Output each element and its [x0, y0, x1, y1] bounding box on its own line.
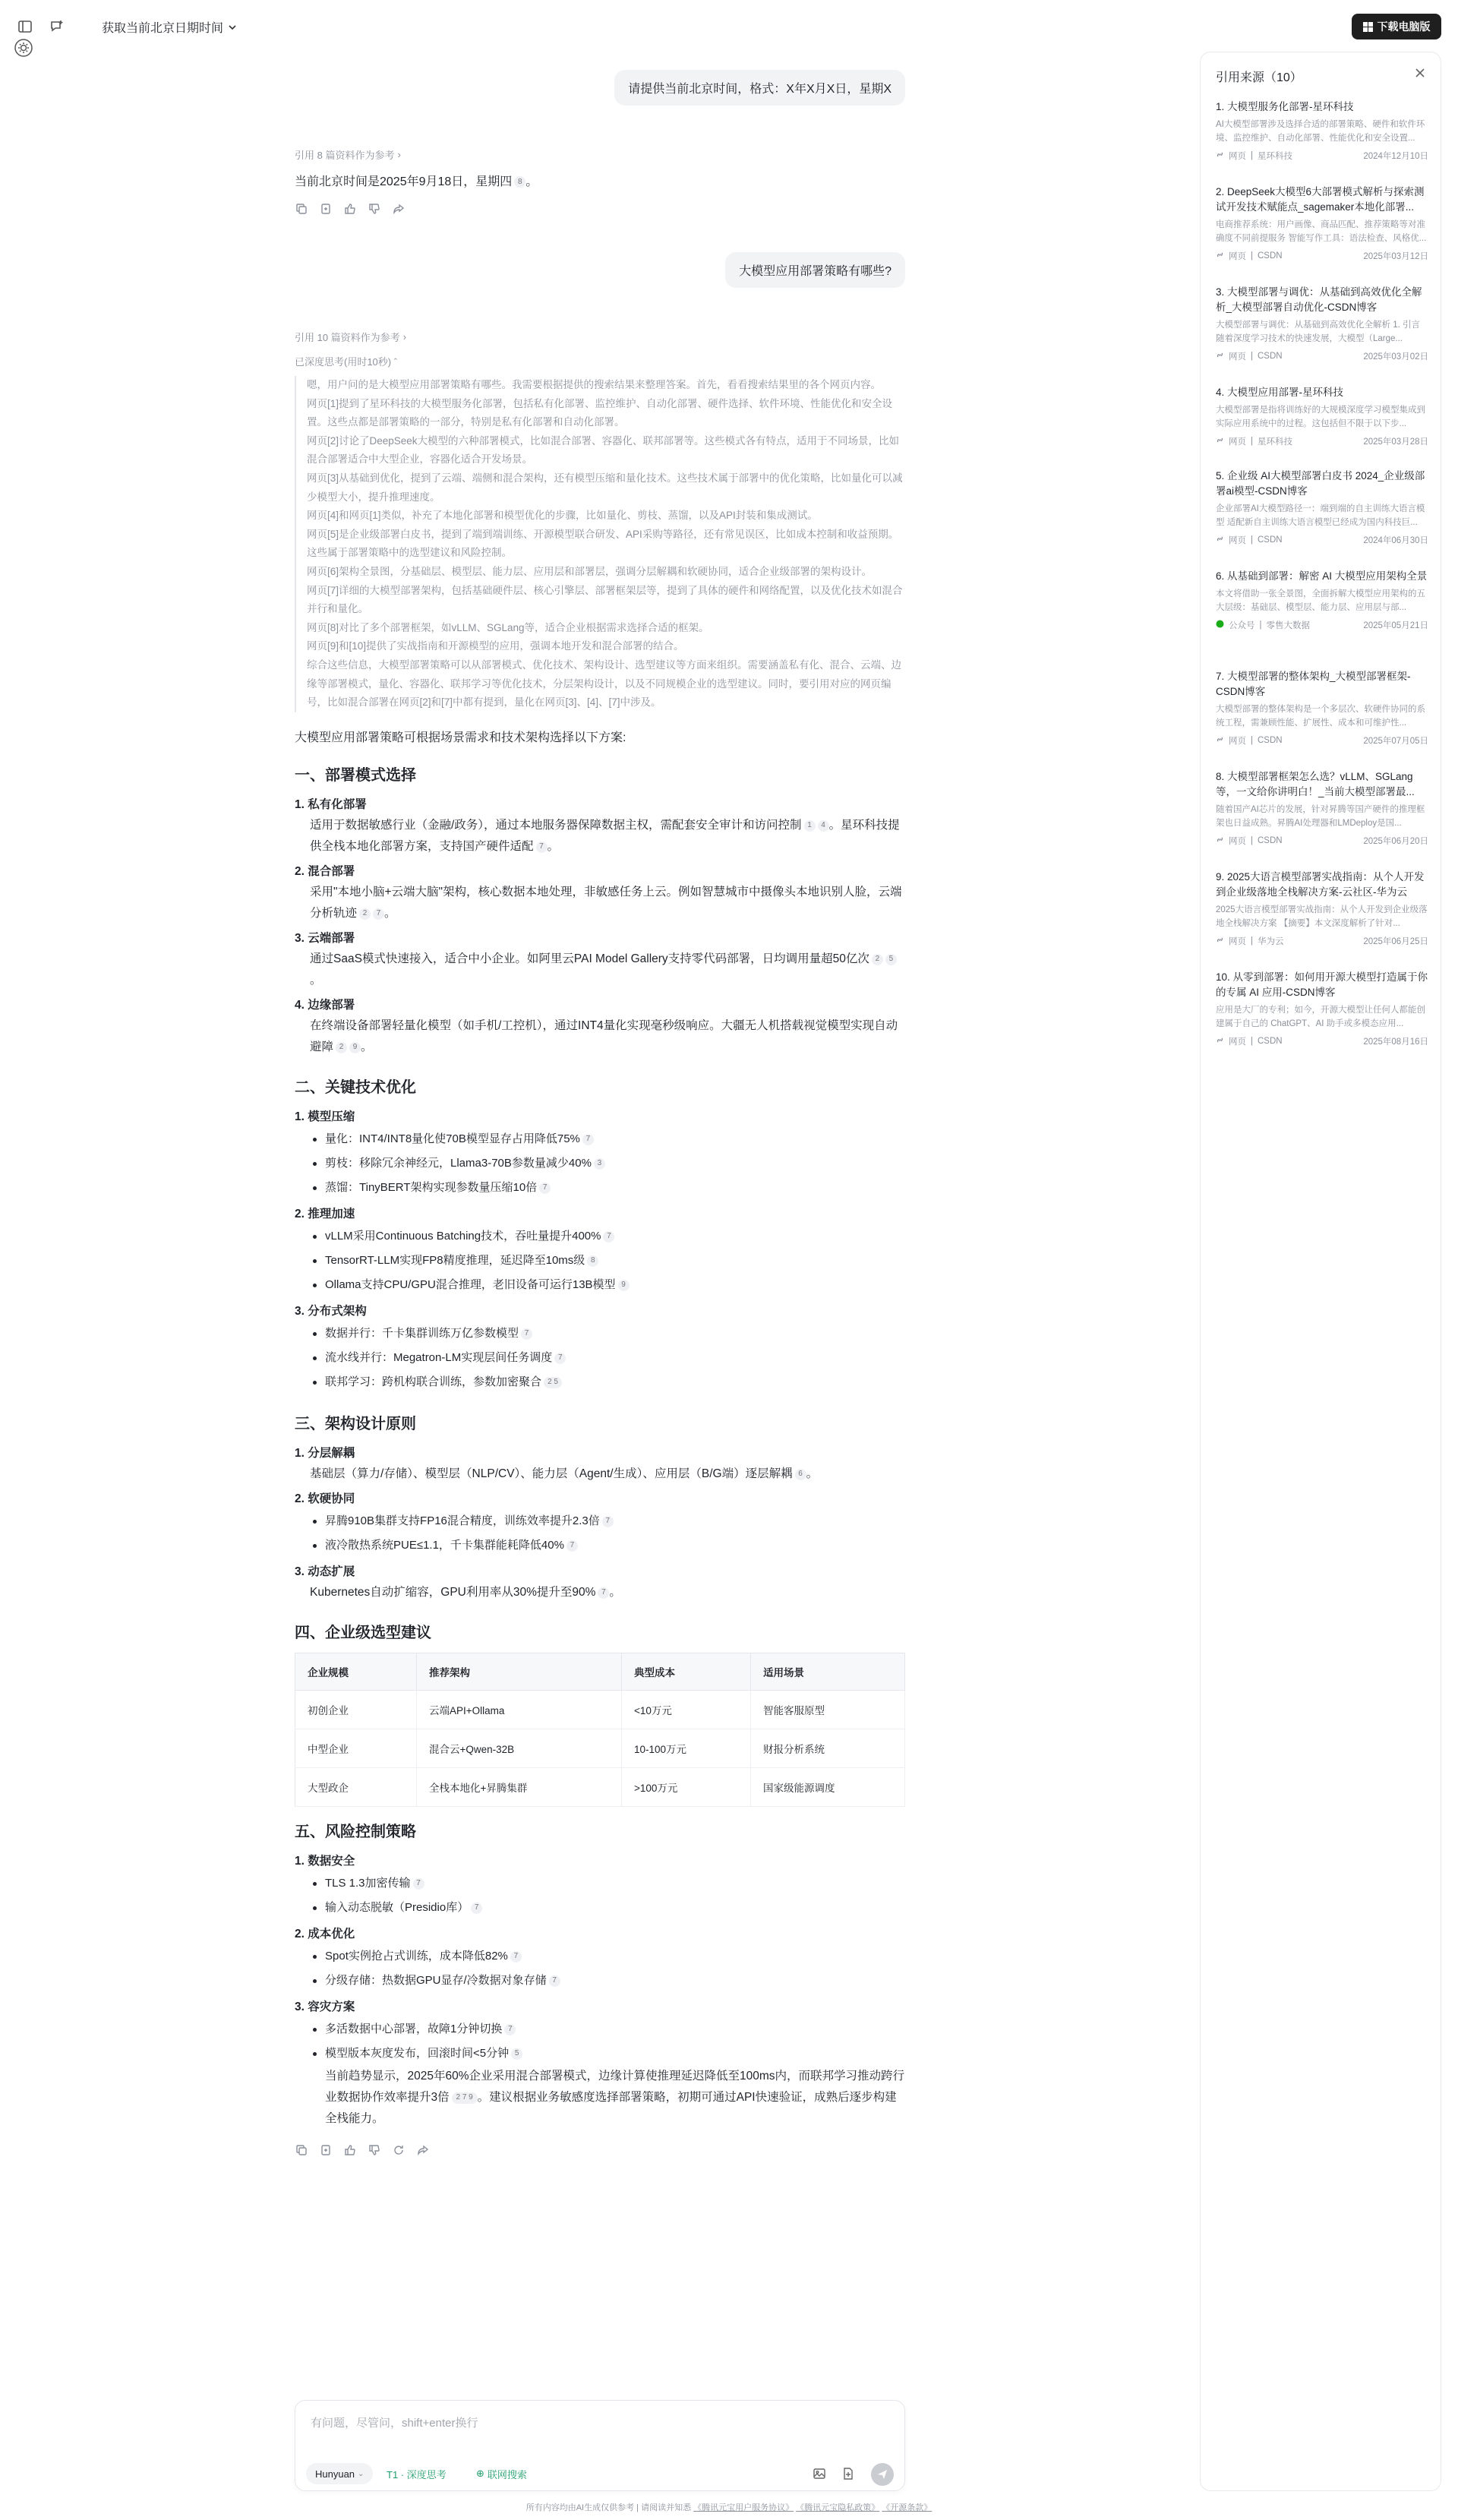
item-heading: 1. 数据安全 — [295, 1855, 355, 1868]
table-cell: 混合云+Qwen-32B — [417, 1729, 622, 1768]
citation-badge[interactable]: 7 — [554, 1353, 566, 1364]
reference-count-text: 引用 10 篇资料作为参考 — [295, 332, 400, 343]
disclaimer-text: 所有内容均由AI生成仅供参考 | 请阅读并知悉 — [525, 2503, 692, 2512]
list-item-text: vLLM采用Continuous Batching技术，吞吐量提升400% — [325, 1230, 601, 1243]
user-message-text: 大模型应用部署策略有哪些? — [739, 265, 892, 278]
web-search-toggle[interactable] — [469, 2463, 535, 2484]
thumbs-up-icon[interactable] — [343, 2143, 357, 2157]
citation-badge[interactable]: 7 — [471, 1903, 482, 1914]
source-site: CSDN — [1258, 1037, 1283, 1046]
new-chat-icon[interactable] — [49, 18, 65, 35]
citation-badge[interactable]: 7 — [598, 1587, 609, 1599]
para-text: 基础层（算力/存储）、模型层（NLP/CV）、能力层（Agent/生成）、应用层（B/G端）逐层解耦 — [310, 1467, 793, 1480]
table-cell: 中型企业 — [295, 1729, 417, 1768]
list-item-text: Spot实例抢占式训练，成本降低82% — [325, 1950, 508, 1963]
list-item — [310, 1322, 905, 1346]
item-heading: 2. 混合部署 — [295, 865, 355, 878]
list-item — [310, 1273, 905, 1297]
item-heading: 2. 成本优化 — [295, 1928, 355, 1941]
bullet-list — [295, 1127, 905, 1200]
bullet-list — [295, 1322, 905, 1394]
chat-input-placeholder[interactable]: 有问题，尽管问，shift+enter换行 — [311, 2417, 478, 2430]
answer-intro: 大模型应用部署策略可根据场景需求和技术架构选择以下方案: — [295, 731, 626, 744]
citation-badge[interactable]: 9 — [618, 1280, 630, 1291]
source-date: 2025年06月25日 — [1363, 937, 1428, 946]
source-meta — [1216, 935, 1428, 947]
source-type: 公众号 — [1229, 621, 1255, 630]
model-selector[interactable] — [306, 2463, 373, 2484]
copy-icon[interactable] — [295, 2143, 308, 2157]
thinking-line: 网页[4]和网页[1]类似，补充了本地化部署和模型优化的步骤，比如量化、剪枝、蒸馏，以及API封装和集成测试。 — [307, 510, 818, 522]
send-button[interactable] — [871, 2463, 894, 2486]
globe-icon: ⊕ — [476, 2468, 484, 2479]
windows-icon — [1363, 22, 1373, 32]
citation-badge[interactable]: 5 — [511, 2048, 522, 2060]
deep-thinking-label: T1 · 深度思考 — [387, 2468, 447, 2481]
source-title[interactable]: 8. 大模型部署框架怎么选？vLLM、SGLang等，一文给你讲明白！_当前大模型部署最... — [1216, 771, 1415, 797]
share-icon[interactable] — [416, 2143, 430, 2157]
thinking-line: 网页[6]架构全景图，分基础层、模型层、能力层、应用层和部署层，强调分层解耦和软硬协同，适合企业级部署的架构设计。 — [307, 565, 873, 577]
table-cell: 全栈本地化+昇腾集群 — [417, 1768, 622, 1807]
citation-badge[interactable]: 7 — [539, 1183, 551, 1194]
thinking-line: 网页[3]从基础到优化，提到了云端、端侧和混合架构，还有模型压缩和量化技术。这些技术属于部署中的优化策略，比如量化可以减少模型大小，提升推理速度。 — [307, 472, 903, 503]
citation-badge[interactable]: 7 — [413, 1878, 424, 1890]
user-message — [725, 252, 905, 288]
link-icon — [1216, 436, 1224, 447]
source-snippet: 大模型部署与调优：从基础到高效优化全解析 1. 引言 随着深度学习技术的快速发展，大模型（Large... — [1216, 321, 1420, 343]
source-site: CSDN — [1258, 736, 1283, 745]
para-text: Kubernetes自动扩缩容，GPU利用率从30%提升至90% — [310, 1586, 596, 1599]
link-icon — [1216, 251, 1224, 261]
source-meta — [1216, 534, 1428, 546]
source-date: 2025年03月28日 — [1363, 437, 1428, 447]
section-heading: 五、风险控制策略 — [295, 1824, 416, 1840]
citation-badge[interactable]: 7 — [536, 842, 548, 853]
source-type: 网页 — [1229, 1037, 1246, 1047]
source-item[interactable] — [1216, 385, 1428, 447]
item-paragraph — [295, 1015, 905, 1058]
web-search-label: 联网搜索 — [487, 2468, 527, 2481]
para-text: 通过SaaS模式快速接入，适合中小企业。如阿里云PAI Model Gallery支持零代码部署，日均调用量超50亿次 — [310, 952, 869, 965]
link-icon — [1216, 150, 1224, 161]
chevron-right-icon: › — [402, 331, 407, 343]
privacy-policy-link[interactable]: 《腾讯元宝隐私政策》 — [796, 2503, 880, 2512]
source-title[interactable]: 9. 2025大语言模型部署实战指南：从个人开发到企业级落地全栈解决方案-云社区-华为云 — [1216, 871, 1425, 898]
list-item-text: 液冷散热系统PUE≤1.1，千卡集群能耗降低40% — [325, 1539, 564, 1552]
citation-badge[interactable]: 7 — [504, 2024, 516, 2035]
source-item[interactable] — [1216, 970, 1428, 1047]
reference-count[interactable] — [295, 147, 401, 162]
list-item-text: 蒸馏：TinyBERT架构实现参数量压缩10倍 — [325, 1181, 538, 1194]
source-item[interactable] — [1216, 569, 1428, 631]
citation-badge[interactable]: 7 — [566, 1540, 578, 1552]
table-cell: >100万元 — [622, 1768, 751, 1807]
item-paragraph — [295, 1582, 905, 1603]
source-meta — [1216, 1035, 1428, 1047]
table-row — [295, 1691, 905, 1729]
thinking-line: 综合这些信息，大模型部署策略可以从部署模式、优化技术、架构设计、选型建议等方面来组织。需要涵盖私有化、混合、云端、边缘等部署模式，量化、容器化、联邦学习等优化技术，分层架构设计，以及不同规模企业的选型建议。同时，要引用对应的网页编号，比如混合部署在网页[2]和[7]中都有提到，量化在网页[3]、[4]、[7]中涉及。 — [307, 658, 901, 709]
source-meta — [1216, 150, 1428, 162]
list-item-text: 昇腾910B集群支持FP16混合精度，训练效率提升2.3倍 — [325, 1514, 600, 1527]
list-item — [310, 1969, 905, 1993]
citation-badge[interactable]: 9 — [349, 1042, 361, 1053]
regenerate-icon[interactable] — [392, 2143, 406, 2157]
reference-count-text: 引用 8 篇资料作为参考 — [295, 150, 395, 161]
thinking-text — [295, 376, 905, 712]
para-text: 在终端设备部署轻量化模型（如手机/工控机），通过INT4量化实现毫秒级响应。大疆无人机搭载视觉模型实现自动避障 — [310, 1019, 898, 1053]
table-row — [295, 1729, 905, 1768]
section-heading: 三、架构设计原则 — [295, 1416, 416, 1432]
item-paragraph — [295, 1464, 905, 1485]
list-item — [310, 1533, 905, 1558]
source-snippet: 电商推荐系统：用户画像、商品匹配、推荐策略等对准确度不同前提服务 智能写作工具：语法检查、风格优... — [1216, 220, 1427, 243]
download-label: 下载电脑版 — [1377, 21, 1431, 33]
source-site: CSDN — [1258, 836, 1283, 845]
citation-badge[interactable]: 7 — [602, 1516, 614, 1527]
item-heading: 4. 边缘部署 — [295, 999, 355, 1012]
table-cell: 云端API+Ollama — [417, 1691, 622, 1729]
bullet-list — [295, 1224, 905, 1297]
table-header: 典型成本 — [622, 1653, 751, 1691]
list-item — [310, 1871, 905, 1896]
source-date: 2025年07月05日 — [1363, 737, 1428, 746]
reference-count[interactable] — [295, 330, 406, 344]
source-date: 2024年06月30日 — [1363, 536, 1428, 545]
item-heading: 3. 容灾方案 — [295, 2001, 355, 2013]
source-date: 2025年03月02日 — [1363, 352, 1428, 362]
table-cell: 智能客服原型 — [751, 1691, 905, 1729]
bookmark-icon[interactable] — [319, 2143, 333, 2157]
source-type: 网页 — [1229, 536, 1246, 545]
selection-table — [295, 1653, 905, 1807]
table-row — [295, 1768, 905, 1807]
meta-divider: | — [1251, 535, 1253, 545]
source-site: 华为云 — [1258, 937, 1284, 946]
sidebar-toggle-icon[interactable] — [17, 18, 33, 35]
list-item-text: 数据并行：千卡集群训练万亿参数模型 — [325, 1327, 519, 1340]
list-item — [310, 1127, 905, 1151]
para-text: 采用"本地小脑+云端大脑"架构，核心数据本地处理，非敏感任务上云。例如智慧城市中摄像头本地识别人脸，云端分析轨迹 — [310, 886, 902, 920]
thinking-line: 网页[7]详细的大模型部署架构，包括基础硬件层、核心引擎层、部署框架层等，提到了具体的硬件和网络配置，以及优化技术如混合并行和量化。 — [307, 584, 903, 615]
share-icon[interactable] — [392, 202, 406, 216]
source-item[interactable] — [1216, 99, 1428, 162]
chevron-right-icon: › — [397, 149, 401, 160]
list-item-text: TLS 1.3加密传输 — [325, 1877, 411, 1890]
item-heading: 2. 软硬协同 — [295, 1492, 355, 1505]
source-type: 网页 — [1229, 252, 1246, 261]
source-item[interactable] — [1216, 185, 1428, 262]
bullet-list — [295, 1871, 905, 1920]
source-date: 2025年03月12日 — [1363, 252, 1428, 261]
source-meta — [1216, 435, 1428, 447]
bookmark-icon[interactable] — [319, 202, 333, 216]
file-upload-icon[interactable] — [841, 2466, 856, 2481]
meta-divider: | — [1251, 151, 1253, 160]
citation-badge[interactable]: 5 — [885, 954, 897, 965]
user-message-text: 请提供当前北京时间，格式：X年X月X日，星期X — [628, 83, 892, 96]
link-icon — [1216, 735, 1224, 746]
list-item — [310, 1370, 905, 1394]
citation-badge[interactable]: 7 — [510, 1951, 522, 1963]
list-item-text: 剪枝：移除冗余神经元，Llama3-70B参数量减少40% — [325, 1157, 592, 1170]
source-snippet: 2025大语言模型部署实战指南：从个人开发到企业级落地全栈解决方案 【摘要】本文深度解析了针对... — [1216, 905, 1428, 928]
chevron-down-icon: ⌄ — [358, 2469, 364, 2478]
list-item-text: Ollama支持CPU/GPU混合推理，老旧设备可运行13B模型 — [325, 1278, 616, 1291]
source-date: 2025年06月20日 — [1363, 837, 1428, 846]
list-item — [310, 2017, 905, 2042]
item-heading: 1. 模型压缩 — [295, 1110, 355, 1123]
thinking-line: 嗯，用户问的是大模型应用部署策略有哪些。我需要根据提供的搜索结果来整理答案。首先，看看搜索结果里的各个网页内容。 — [307, 379, 881, 390]
source-meta — [1216, 835, 1428, 847]
item-paragraph — [295, 949, 905, 991]
source-date: 2024年12月10日 — [1363, 152, 1428, 161]
close-icon[interactable] — [1415, 68, 1425, 81]
meta-divider: | — [1251, 836, 1253, 845]
table-cell: 财报分析系统 — [751, 1729, 905, 1768]
thumbs-down-icon[interactable] — [368, 2143, 381, 2157]
list-item — [310, 2042, 905, 2066]
list-item-text: 流水线并行：Megatron-LM实现层间任务调度 — [325, 1351, 553, 1364]
source-meta — [1216, 250, 1428, 262]
user-message — [614, 70, 905, 106]
list-item — [310, 1151, 905, 1176]
chevron-up-icon: ˆ — [393, 356, 398, 368]
gear-icon[interactable] — [14, 38, 33, 58]
list-item — [310, 1346, 905, 1370]
citation-badge[interactable]: 8 — [587, 1255, 598, 1267]
para-text: 当前趋势显示，2025年60%企业采用混合部署模式，边缘计算使推理延迟降低至100ms内，而联邦学习推动跨行业数据协作效率提升3倍 — [325, 2070, 905, 2104]
citation-badge[interactable]: 2 — [336, 1042, 347, 1053]
table-cell: 国家级能源调度 — [751, 1768, 905, 1807]
answer-body — [295, 728, 905, 2157]
source-snippet: 随着国产AI芯片的发展，针对昇腾等国产硬件的推理框架也日益成熟。昇腾AI处理器和LMDeploy是国... — [1216, 805, 1425, 828]
source-site: 零售大数据 — [1266, 621, 1310, 630]
conversation-title[interactable] — [102, 18, 237, 36]
citation-badge[interactable]: 7 — [521, 1328, 532, 1340]
list-item-text: 分级存储：热数据GPU显存/冷数据对象存储 — [325, 1974, 547, 1987]
source-meta — [1216, 619, 1428, 631]
source-type: 网页 — [1229, 437, 1246, 447]
section-heading: 四、企业级选型建议 — [295, 1625, 431, 1641]
list-item — [310, 1224, 905, 1249]
citation-badge[interactable]: 2 — [359, 908, 371, 920]
citation-badge[interactable]: 1 — [804, 820, 816, 832]
source-site: 星环科技 — [1258, 437, 1292, 447]
para-end: 。 — [384, 907, 396, 920]
source-type: 网页 — [1229, 152, 1246, 161]
thinking-line: 网页[9]和[10]提供了实战指南和开源模型的应用，强调本地开发和混合部署的结合。 — [307, 640, 684, 652]
citation-badge[interactable]: 4 — [818, 820, 829, 832]
answer-actions — [295, 202, 406, 216]
source-site: 星环科技 — [1258, 152, 1292, 161]
source-site: CSDN — [1258, 352, 1283, 361]
list-item — [310, 1509, 905, 1533]
source-item[interactable] — [1216, 285, 1428, 362]
source-title[interactable]: 1. 大模型服务化部署-星环科技 — [1216, 101, 1354, 112]
citation-badge[interactable]: 8 — [514, 176, 525, 188]
top-bar — [0, 0, 1458, 52]
image-upload-icon[interactable] — [812, 2466, 827, 2481]
source-date: 2025年05月21日 — [1363, 621, 1428, 630]
source-item[interactable] — [1216, 669, 1428, 747]
source-snippet: 本文将借助一张全景图，全面拆解大模型应用架构的五大层级：基础层、模型层、能力层、应用层与部... — [1216, 589, 1425, 612]
table-header: 企业规模 — [295, 1653, 417, 1691]
source-title[interactable]: 10. 从零到部署：如何用开源大模型打造属于你的专属 AI 应用-CSDN博客 — [1216, 971, 1428, 998]
item-heading: 1. 分层解耦 — [295, 1447, 355, 1460]
table-cell: 大型政企 — [295, 1768, 417, 1807]
thumbs-down-icon[interactable] — [368, 202, 381, 216]
item-paragraph — [295, 815, 905, 857]
link-icon — [1216, 535, 1224, 545]
citation-badge[interactable]: 2 — [872, 954, 883, 965]
assistant-answer — [295, 172, 538, 189]
source-type: 网页 — [1229, 837, 1246, 846]
footer-disclaimer — [0, 2501, 1458, 2513]
source-meta — [1216, 734, 1428, 747]
citation-badge[interactable]: 7 — [549, 1975, 560, 1987]
item-heading: 3. 分布式架构 — [295, 1305, 367, 1318]
source-item[interactable] — [1216, 870, 1428, 947]
source-item[interactable] — [1216, 469, 1428, 546]
link-icon — [1216, 351, 1224, 362]
source-snippet: 大模型部署的整体架构是一个多层次、软硬件协同的系统工程，需兼顾性能、扩展性、成本和可维护性... — [1216, 705, 1425, 728]
table-header: 推荐架构 — [417, 1653, 622, 1691]
source-snippet: 应用是大厂的专利；如今，开源大模型让任何人都能创建属于自己的 ChatGPT、AI 助手或多模态应用... — [1216, 1006, 1425, 1028]
source-title[interactable]: 4. 大模型应用部署-星环科技 — [1216, 387, 1344, 398]
para-end: 。 — [310, 974, 322, 987]
thinking-toggle[interactable] — [295, 354, 905, 368]
chat-input-box[interactable] — [295, 2400, 905, 2491]
source-item[interactable] — [1216, 769, 1428, 847]
citation-badge[interactable]: 6 — [795, 1469, 806, 1480]
link-icon — [1216, 835, 1224, 846]
list-item — [310, 1944, 905, 1969]
sources-panel-title: 引用来源（10） — [1216, 71, 1302, 84]
source-site: CSDN — [1258, 535, 1283, 545]
list-item-text: 模型版本灰度发布，回滚时间<5分钟 — [325, 2047, 510, 2060]
citation-badge[interactable]: 2 7 9 — [452, 2092, 478, 2104]
thinking-label: 已深度思考(用时10秒) — [295, 356, 392, 368]
citation-badge[interactable]: 7 — [603, 1231, 614, 1243]
item-heading: 1. 私有化部署 — [295, 798, 367, 811]
para-end: 。 — [547, 840, 560, 853]
table-header-row — [295, 1653, 905, 1691]
item-heading: 3. 动态扩展 — [295, 1565, 355, 1578]
source-snippet: AI大模型部署涉及选择合适的部署策略、硬件和软件环境、监控维护、自动化部署、性能优化和安全设置... — [1216, 120, 1425, 143]
meta-divider: | — [1251, 936, 1253, 946]
sources-panel — [1200, 52, 1441, 2491]
section-heading: 一、部署模式选择 — [295, 767, 416, 784]
bullet-list — [295, 1509, 905, 1558]
para-text: 。建议根据业务敏感度选择部署策略，初期可通过API快速验证，成熟后逐步构建全栈能力。 — [325, 2091, 897, 2125]
para-end: 。 — [609, 1586, 621, 1599]
source-snippet: 企业部署AI大模型路径一：端到端的自主训练大语言模型 适配新自主训练大语言模型已经成为国内科技巨... — [1216, 504, 1425, 527]
list-item — [310, 1249, 905, 1273]
citation-badge[interactable]: 3 — [594, 1158, 605, 1170]
wechat-icon — [1216, 620, 1224, 630]
meta-divider: | — [1251, 352, 1253, 361]
bullet-list — [295, 1944, 905, 1993]
source-type: 网页 — [1229, 737, 1246, 746]
model-name: Hunyuan — [315, 2468, 355, 2480]
table-cell: <10万元 — [622, 1691, 751, 1729]
para-text: 适用于数据敏感行业（金融/政务），通过本地服务器保障数据主权，需配套安全审计和访问控制 — [310, 819, 802, 832]
source-title[interactable]: 7. 大模型部署的整体架构_大模型部署框架-CSDN博客 — [1216, 671, 1411, 697]
meta-divider: | — [1251, 1037, 1253, 1046]
table-header: 适用场景 — [751, 1653, 905, 1691]
link-icon — [1216, 936, 1224, 946]
download-desktop-button[interactable] — [1352, 14, 1441, 39]
source-title[interactable]: 2. DeepSeek大模型6大部署模式解析与探索测试开发技术赋能点_sagemaker本地化部署... — [1216, 186, 1425, 213]
item-heading: 3. 云端部署 — [295, 932, 355, 945]
thinking-line: 网页[1]提到了星环科技的大模型服务化部署，包括私有化部署、监控维护、自动化部署、硬件选择、软件环境、性能优化和安全设置。这些点都是部署策略的一部分，特别是私有化部署和自动化部署。 — [307, 397, 893, 428]
source-site: CSDN — [1258, 251, 1283, 261]
source-date: 2025年08月16日 — [1363, 1037, 1428, 1047]
citation-badge[interactable]: 7 — [582, 1134, 594, 1145]
para-end: 。 — [361, 1041, 373, 1053]
open-source-link[interactable]: 《开源条款》 — [882, 2503, 933, 2512]
list-item-text: 联邦学习：跨机构联合训练，参数加密聚合 — [325, 1375, 542, 1388]
table-cell: 初创企业 — [295, 1691, 417, 1729]
conversation-title-text: 获取当前北京日期时间 — [102, 22, 224, 35]
source-title[interactable]: 3. 大模型部署与调优：从基础到高效优化全解析_大模型部署自动优化-CSDN博客 — [1216, 286, 1422, 313]
list-item-text: 多活数据中心部署，故障1分钟切换 — [325, 2023, 503, 2035]
list-item-text: 量化：INT4/INT8量化使70B模型显存占用降低75% — [325, 1132, 580, 1145]
thinking-line: 网页[8]对比了多个部署框架，如vLLM、SGLang等，适合企业根据需求选择合适的框架。 — [307, 621, 709, 633]
bullet-list — [295, 2017, 905, 2066]
list-item — [310, 1176, 905, 1200]
section-heading: 二、关键技术优化 — [295, 1079, 416, 1096]
table-cell: 10-100万元 — [622, 1729, 751, 1768]
link-icon — [1216, 1036, 1224, 1047]
answer-actions — [295, 2143, 905, 2157]
list-item-text: TensorRT-LLM实现FP8精度推理，延迟降至10ms级 — [325, 1254, 585, 1267]
source-title[interactable]: 5. 企业级 AI大模型部署白皮书 2024_企业级部署ai模型-CSDN博客 — [1216, 470, 1425, 497]
source-type: 网页 — [1229, 937, 1246, 946]
item-paragraph — [295, 882, 905, 924]
source-snippet: 大模型部署是指将训练好的大规模深度学习模型集成到实际应用系统中的过程。这包括但不限于以下步... — [1216, 406, 1425, 428]
source-title[interactable]: 6. 从基础到部署：解密 AI 大模型应用架构全景 — [1216, 570, 1428, 582]
meta-divider: | — [1259, 621, 1262, 630]
list-item — [310, 1896, 905, 1920]
copy-icon[interactable] — [295, 202, 308, 216]
send-arrow-icon — [877, 2469, 888, 2480]
meta-divider: | — [1251, 437, 1253, 446]
item-heading: 2. 推理加速 — [295, 1208, 355, 1221]
deep-thinking-toggle[interactable] — [379, 2463, 454, 2484]
thinking-line: 网页[5]是企业级部署白皮书，提到了端到端训练、开源模型联合研发、API采购等路径，还有常见误区，比如成本控制和收益预期。这些属于部署策略中的选型建议和风险控制。 — [307, 528, 899, 559]
thumbs-up-icon[interactable] — [343, 202, 357, 216]
meta-divider: | — [1251, 251, 1253, 261]
answer-text: 当前北京时间是2025年9月18日，星期四 — [295, 175, 513, 188]
closing-paragraph — [295, 2066, 905, 2130]
list-item-text: 输入动态脱敏（Presidio库） — [325, 1901, 469, 1914]
para-text: 。星环科技提供全栈本地化部署方案，支持国产硬件适配 — [310, 819, 900, 853]
answer-period: 。 — [525, 175, 538, 188]
citation-badge[interactable]: 2 5 — [544, 1377, 562, 1388]
source-meta — [1216, 350, 1428, 362]
meta-divider: | — [1251, 736, 1253, 745]
thinking-line: 网页[2]讨论了DeepSeek大模型的六种部署模式，比如混合部署、容器化、联邦部署等。这些模式各有特点，适用于不同场景，比如混合部署适合中大型企业，容器化适合开发场景。 — [307, 434, 900, 466]
source-type: 网页 — [1229, 352, 1246, 362]
citation-badge[interactable]: 7 — [373, 908, 384, 920]
chevron-down-icon — [228, 23, 237, 32]
deep-thinking-block — [295, 354, 905, 712]
para-end: 。 — [806, 1467, 819, 1480]
user-agreement-link[interactable]: 《腾讯元宝用户服务协议》 — [693, 2503, 794, 2512]
